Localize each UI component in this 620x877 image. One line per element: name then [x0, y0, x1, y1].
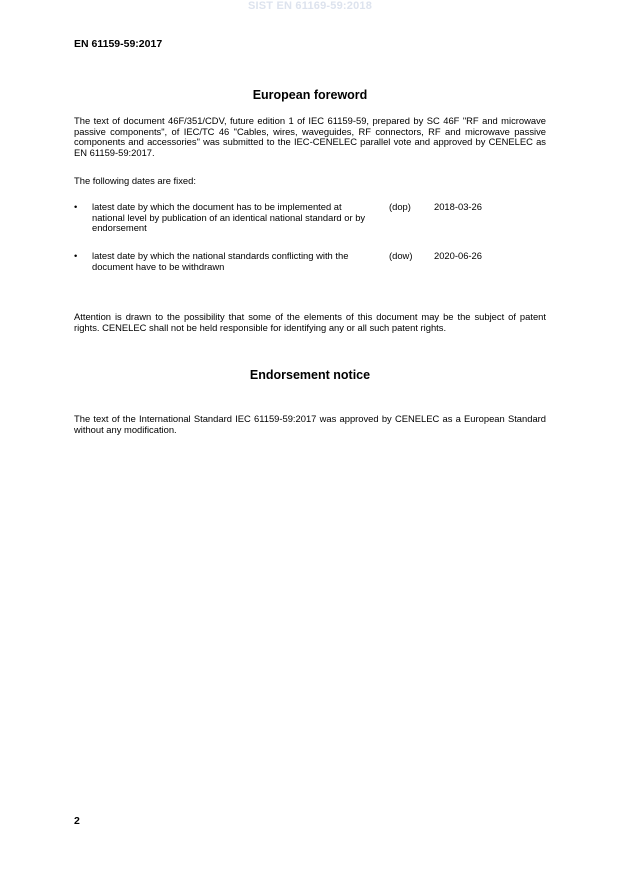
endorsement-paragraph: The text of the International Standard IEC 61159-59:2017 was approved by CENELEC as a European Standard without any modification. — [74, 413, 546, 435]
bullet-icon: • — [74, 250, 78, 261]
dates-intro-paragraph: The following dates are fixed: — [74, 175, 196, 186]
attention-paragraph: Attention is drawn to the possibility that some of the elements of this document may be the subject of patent rights. CENELEC shall not be held responsible for identifying any or all such patent rights. — [74, 311, 546, 333]
date-item-date: 2020-06-26 — [434, 250, 482, 261]
date-item-code: (dop) — [389, 201, 411, 212]
foreword-heading: European foreword — [252, 88, 368, 102]
watermark: SIST EN 61169-59:2018 — [247, 0, 373, 12]
document-identifier: EN 61159-59:2017 — [74, 38, 163, 50]
date-item-text: latest date by which the document has to be implemented at national level by publication of an identical national standard or by endorsement — [92, 201, 366, 234]
foreword-intro-paragraph: The text of document 46F/351/CDV, future edition 1 of IEC 61159-59, prepared by SC 46F "RF and microwave passive components", of IEC/TC 46 "Cables, wires, waveguides, RF connectors, RF and microwave passive components and accessories" was submitted to the IEC-CENELEC parallel vote and approved by CENELEC as EN 61159-59:2017. — [74, 115, 546, 158]
bullet-icon: • — [74, 201, 78, 212]
date-item-text: latest date by which the national standards conflicting with the document have to be withdrawn — [92, 250, 349, 272]
page-number: 2 — [74, 815, 80, 827]
date-item-date: 2018-03-26 — [434, 201, 482, 212]
endorsement-heading: Endorsement notice — [249, 368, 371, 382]
date-item-code: (dow) — [389, 250, 413, 261]
